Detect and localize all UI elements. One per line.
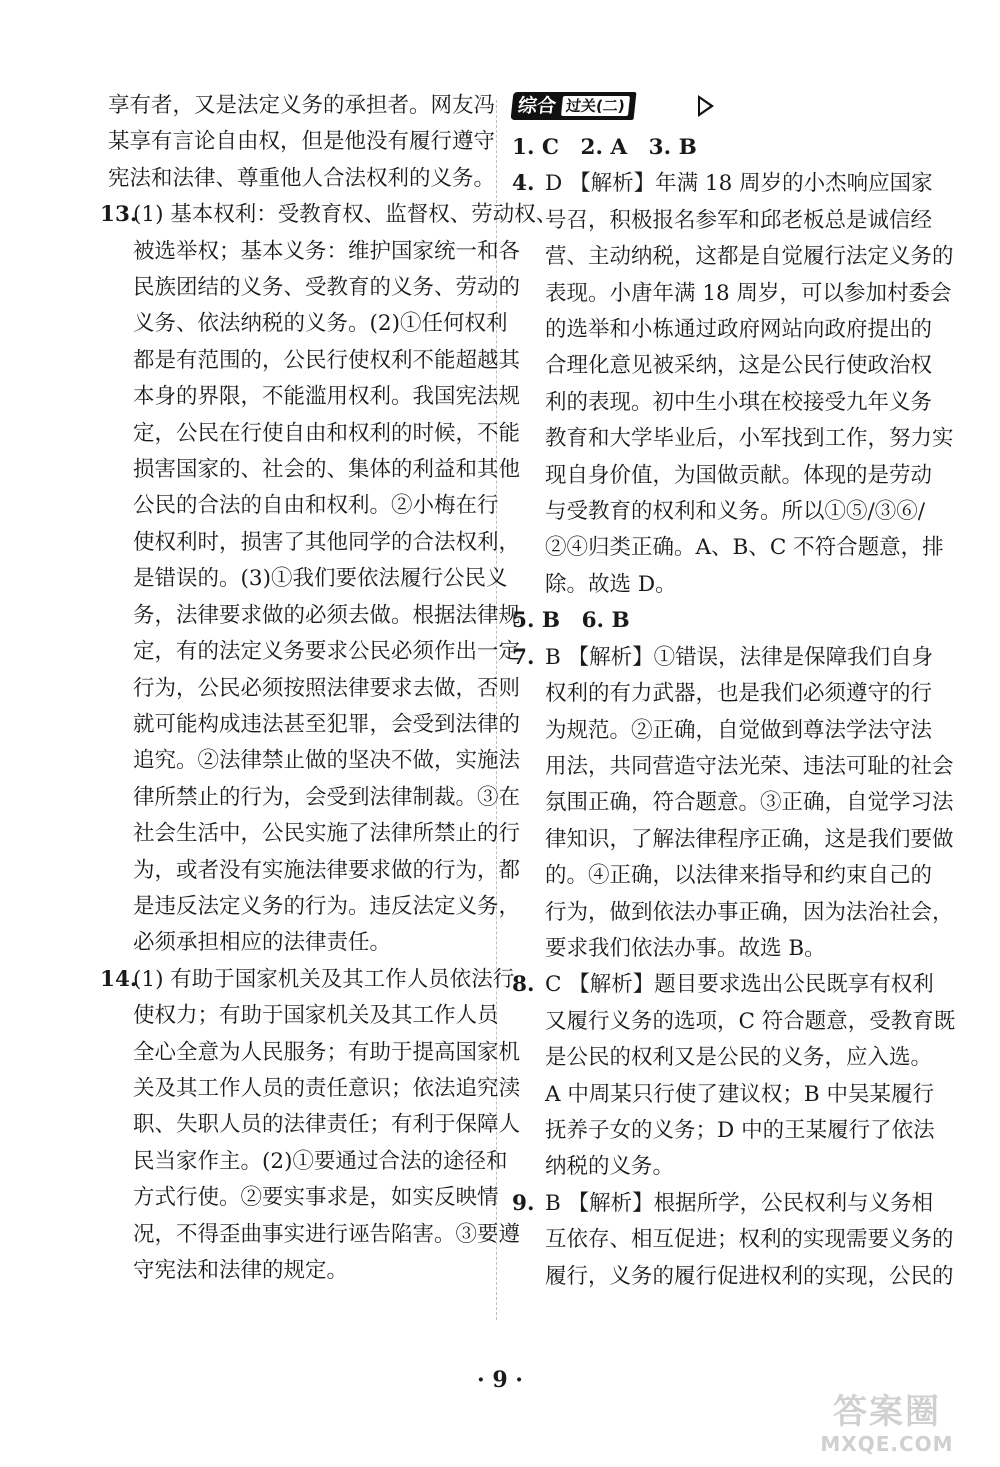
question-number: 9. <box>512 1190 535 1216</box>
answer-line: 定，有的法定义务要求公民必须作出一定 <box>133 639 521 665</box>
question-number: 8. <box>512 972 535 998</box>
right-column <box>512 88 956 1295</box>
answer-line: D 【解析】年满 18 周岁的小杰响应国家 <box>545 171 933 197</box>
banner-sub-text: 过关(二) <box>561 96 630 116</box>
answer-line: 享有者，又是法定义务的承担者。网友冯 <box>108 93 496 118</box>
answer-line: (1) 有助于国家机关及其工作人员依法行 <box>133 966 515 992</box>
answer-line: 社会生活中，公民实施了法律所禁止的行 <box>133 821 521 847</box>
question-4-answer <box>545 166 954 603</box>
page-number: · 9 · <box>477 1367 523 1393</box>
question-13-answer <box>133 197 558 962</box>
answer-line: 行为，做到依法办事正确，因为法治社会， <box>545 899 954 925</box>
answer-line: 被选举权；基本义务：维护国家统一和各 <box>133 238 521 264</box>
answer-line: 利的表现。初中生小琪在校接受九年义务 <box>545 389 933 415</box>
question-14-answer <box>133 962 521 1290</box>
answer-line: 除。故选 D。 <box>545 571 677 597</box>
answer-line: 使权力；有助于国家机关及其工作人员 <box>133 1003 499 1029</box>
answer-line: 义务、依法纳税的义务。(2)①任何权利 <box>133 311 508 337</box>
answer-line: 律知识，了解法律程序正确，这是我们要做 <box>545 826 954 852</box>
question-number: 13. <box>100 202 138 228</box>
watermark-title: 答案圈 <box>833 1392 941 1432</box>
answer-line: 追究。②法律禁止做的坚决不做，实施法 <box>133 748 521 774</box>
answer-line: 使权利时，损害了其他同学的合法权利， <box>133 529 521 555</box>
answer-line: 用法，共同营造守法光荣、违法可耻的社会 <box>545 753 954 779</box>
answer-line: B 【解析】根据所学，公民权利与义务相 <box>545 1190 934 1216</box>
answer-line: 民族团结的义务、受教育的义务、劳动的 <box>133 275 521 301</box>
question-14 <box>100 962 521 1290</box>
watermark-logo <box>792 1392 982 1460</box>
answer-line: 与受教育的权利和义务。所以①⑤/③⑥/ <box>545 499 925 525</box>
answer-line: 行为，公民必须按照法律要求去做，否则 <box>133 675 521 701</box>
answer-line: 是公民的权利又是公民的义务，应入选。 <box>545 1045 933 1071</box>
question-7 <box>512 640 954 968</box>
continued-answer-text <box>100 88 496 197</box>
watermark-url: MXQE.COM <box>820 1432 954 1456</box>
question-8-answer <box>545 967 956 1185</box>
answer-line: 关及其工作人员的责任意识；依法追究渎 <box>133 1075 521 1101</box>
answer-line: 的选举和小栋通过政府网站向政府提出的 <box>545 317 933 343</box>
answer-line: 现自身价值，为国做贡献。体现的是劳动 <box>545 462 933 488</box>
answer-line: 教育和大学毕业后，小军找到工作，努力实 <box>545 426 954 452</box>
banner-label <box>511 92 637 120</box>
answer-line: 职、失职人员的法律责任；有利于保障人 <box>133 1112 521 1138</box>
question-5-6 <box>512 603 904 639</box>
answer-line: 营、主动纳税，这都是自觉履行法定义务的 <box>545 244 954 270</box>
answer-line: 权利的有力武器，也是我们必须遵守的行 <box>545 681 933 707</box>
answer-line: 况，不得歪曲事实进行诬告陷害。③要遵 <box>133 1221 521 1247</box>
answer-line: 全心全意为人民服务；有助于提高国家机 <box>133 1039 521 1065</box>
banner-main-text: 综合 <box>516 95 558 117</box>
answer-line: 互依存、相互促进；权利的实现需要义务的 <box>545 1227 954 1253</box>
answer-line: B 【解析】①错误，法律是保障我们自身 <box>545 644 934 670</box>
answer-line: 合理化意见被采纳，这是公民行使政治权 <box>545 353 933 379</box>
answer-line: 定，公民在行使自由和权利的时候，不能 <box>133 420 521 446</box>
answer-line: 5. B 6. B <box>512 608 630 634</box>
answer-line: 方式行使。②要实事求是，如实反映情 <box>133 1185 499 1211</box>
answer-line: 本身的界限，不能滥用权利。我国宪法规 <box>133 384 521 410</box>
answer-line: 表现。小唐年满 18 周岁，可以参加村委会 <box>545 280 952 306</box>
answer-line: 又履行义务的选项，C 符合题意，受教育既 <box>545 1008 956 1034</box>
question-number: 14. <box>100 966 138 992</box>
question-9 <box>512 1186 954 1295</box>
answer-line: 是违反法定义务的行为。违反法定义务， <box>133 893 521 919</box>
answer-line: 抚养子女的义务；D 中的王某履行了依法 <box>545 1117 935 1143</box>
answer-line: A 中周某只行使了建议权；B 中吴某履行 <box>545 1081 934 1107</box>
question-13 <box>100 197 558 962</box>
answer-line: 1. C 2. A 3. B <box>512 135 697 160</box>
answer-line: 都是有范围的，公民行使权利不能超越其 <box>133 347 521 373</box>
answer-line: 必须承担相应的法律责任。 <box>133 930 392 956</box>
answer-line: 号召，积极报名参军和邱老板总是诚信经 <box>545 207 933 233</box>
answer-line: 宪法和法律、尊重他人合法权利的义务。 <box>108 165 496 191</box>
answer-line: 要求我们依法办事。故选 B。 <box>545 935 826 961</box>
answer-line: 就可能构成违法甚至犯罪，会受到法律的 <box>133 711 521 737</box>
question-4 <box>512 166 954 603</box>
answer-line: 务，法律要求做的必须去做。根据法律规 <box>133 602 521 628</box>
answer-line: 公民的合法的自由和权利。②小梅在行 <box>133 493 499 519</box>
answer-line: 守宪法和法律的规定。 <box>133 1258 349 1283</box>
answer-line: (1) 基本权利：受教育权、监督权、劳动权、 <box>133 202 558 228</box>
answer-line: C 【解析】题目要求选出公民既享有权利 <box>545 972 934 998</box>
question-number: 7. <box>512 644 535 670</box>
question-9-answer <box>545 1186 954 1295</box>
answer-line: 某享有言论自由权，但是他没有履行遵守 <box>108 129 496 155</box>
answer-line: 氛围正确，符合题意。③正确，自觉学习法 <box>545 790 954 816</box>
answer-line: 履行，义务的履行促进权利的实现，公民的 <box>545 1263 954 1289</box>
answer-line: 律所禁止的行为，会受到法律制裁。③在 <box>133 784 521 810</box>
question-1-3 <box>512 130 904 166</box>
question-8 <box>512 967 956 1185</box>
answer-line: 为规范。②正确，自觉做到尊法学法守法 <box>545 717 933 743</box>
banner-arrow-inner-icon <box>700 99 710 113</box>
answer-line: 纳税的义务。 <box>545 1154 675 1180</box>
answer-line: 的。④正确，以法律来指导和约束自己的 <box>545 863 933 889</box>
answer-line: 是错误的。(3)①我们要依法履行公民义 <box>133 566 508 592</box>
question-7-answer <box>545 640 954 968</box>
section-banner <box>512 88 904 128</box>
answer-line: 损害国家的、社会的、集体的利益和其他 <box>133 457 521 483</box>
answer-line: ②④归类正确。A、B、C 不符合题意，排 <box>545 535 944 561</box>
question-number: 4. <box>512 171 535 197</box>
answer-line: 为，或者没有实施法律要求做的行为，都 <box>133 857 521 883</box>
answer-line: 民当家作主。(2)①要通过合法的途径和 <box>133 1148 508 1174</box>
